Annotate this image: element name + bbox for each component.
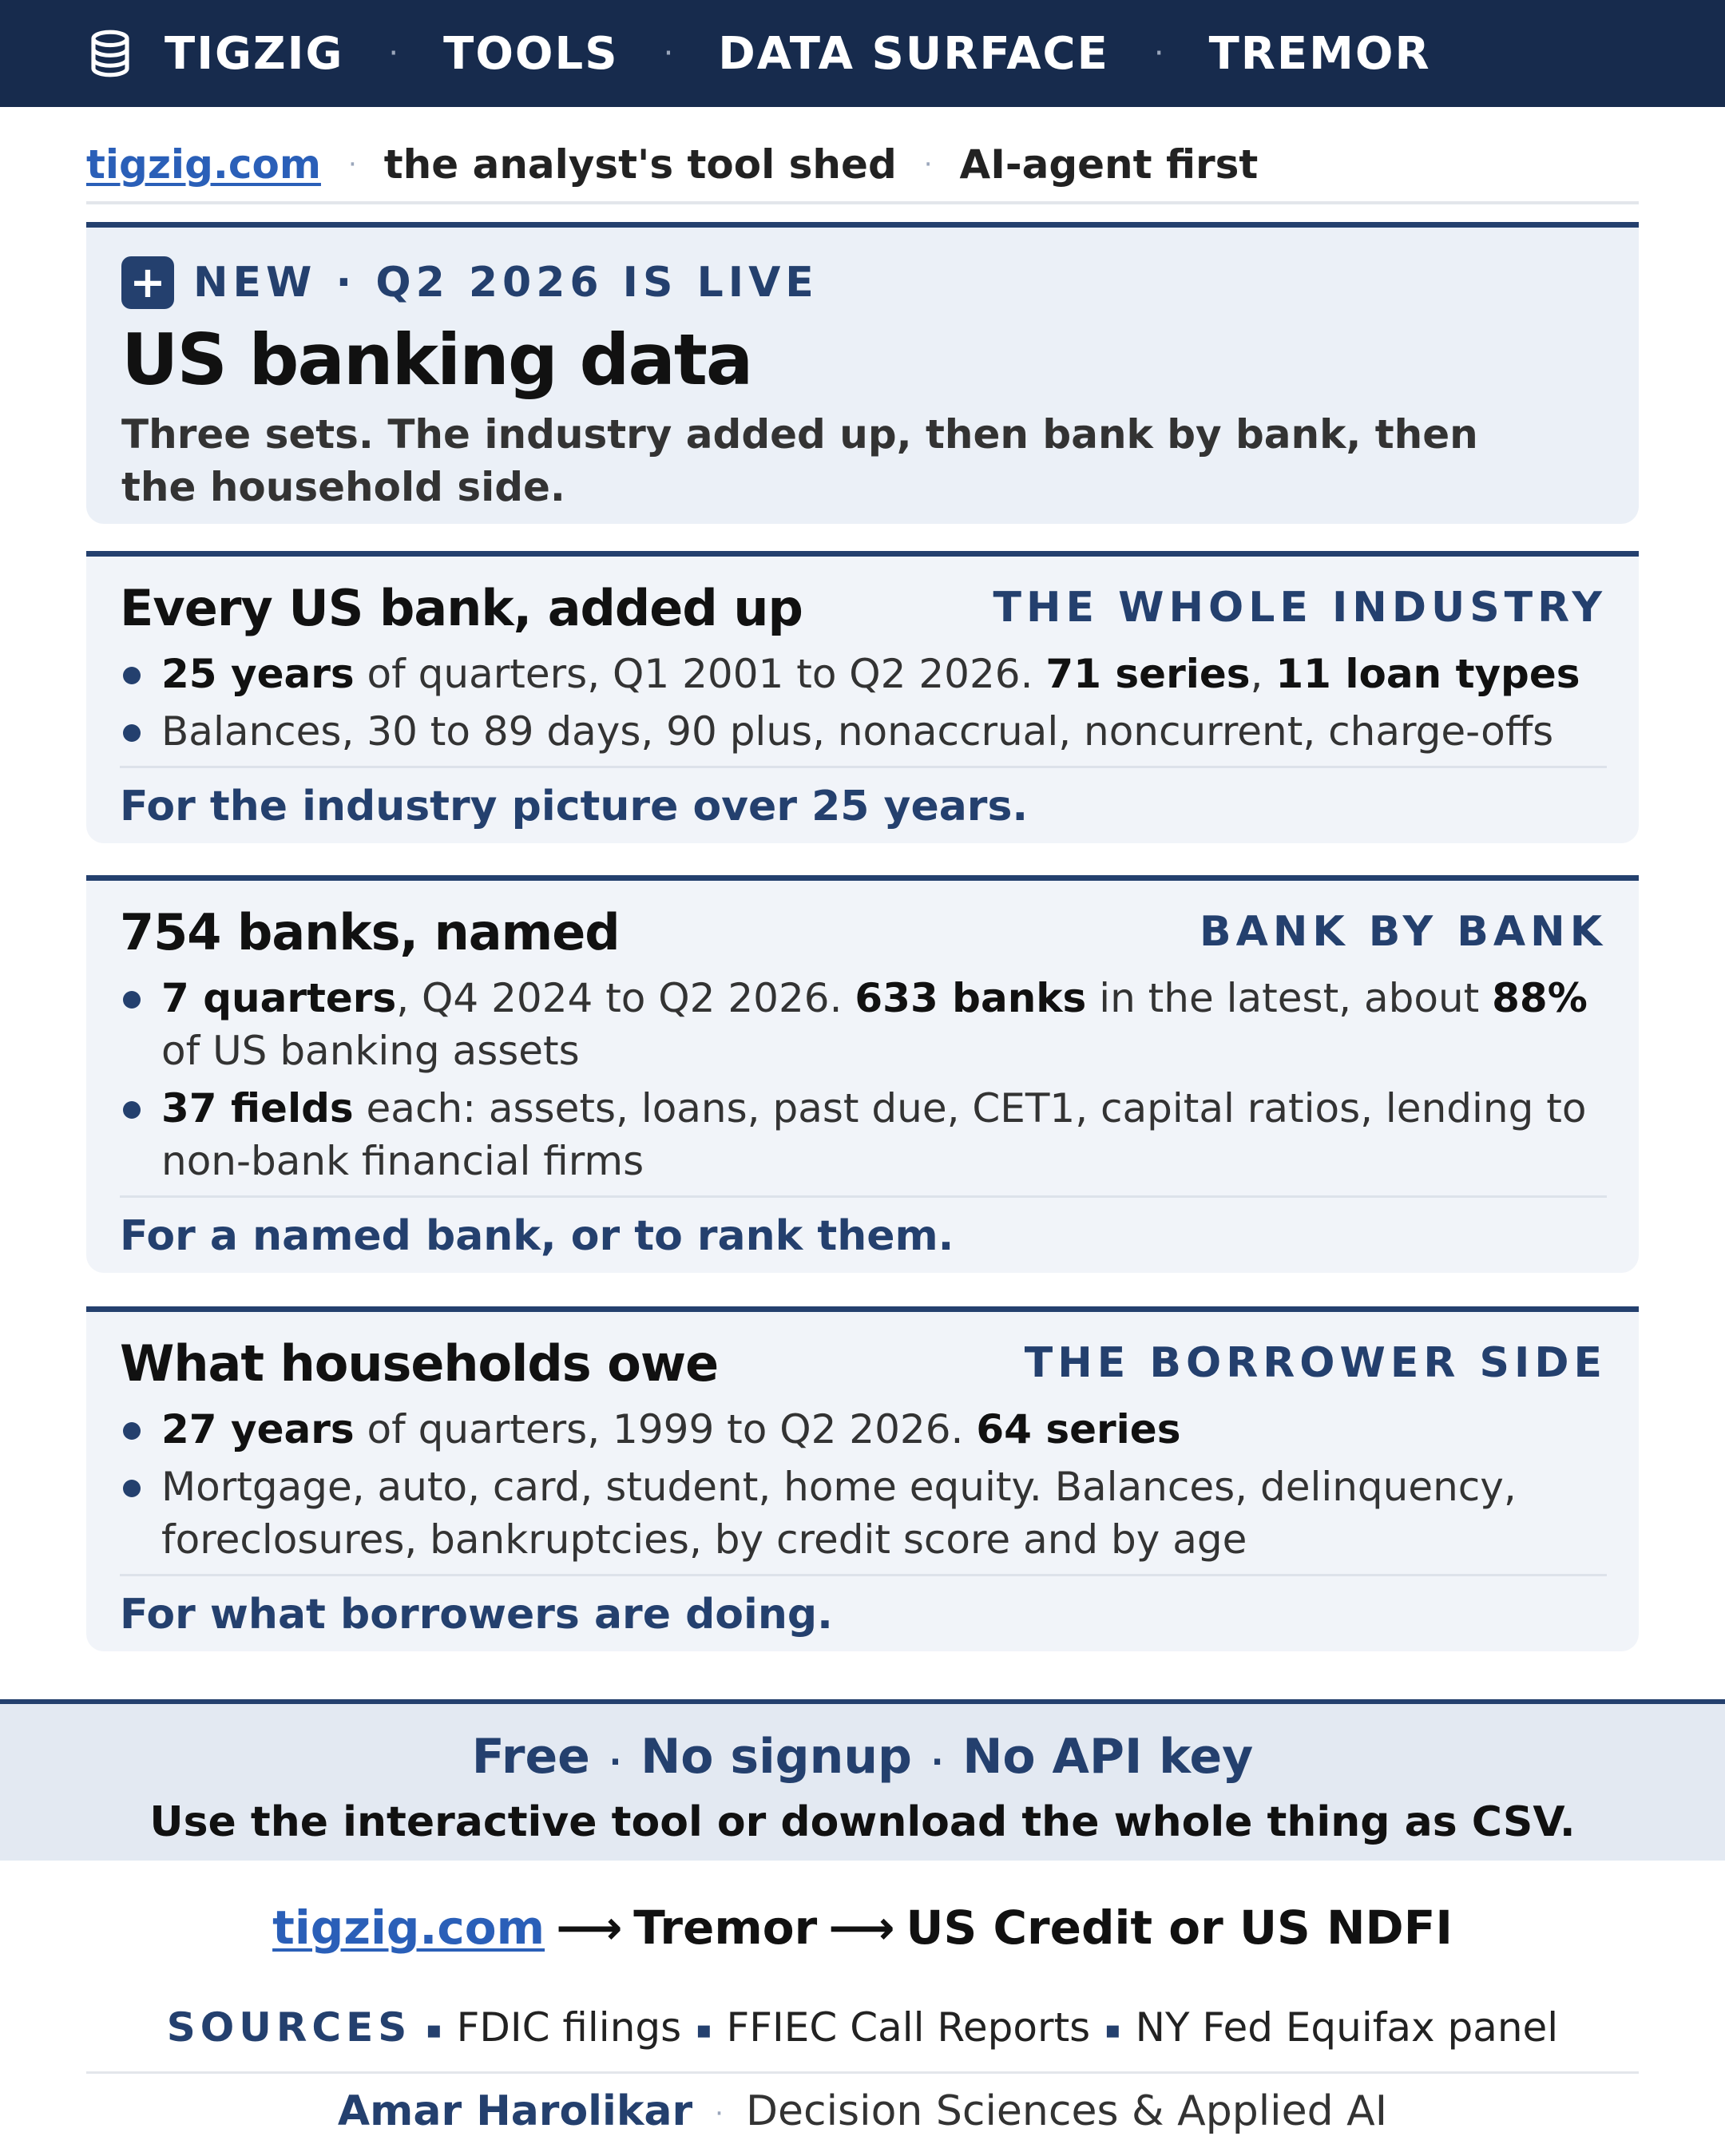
bullet-item: [120, 648, 1607, 700]
bullet-text: , Q4 2024 to Q2 2026.: [396, 975, 855, 1021]
bullet-item: [120, 705, 1607, 758]
database-icon: [88, 29, 133, 78]
bullet-item: [120, 1460, 1607, 1566]
page-title: US banking data: [121, 319, 752, 401]
path-tremor: Tremor: [633, 1900, 818, 1955]
top-nav: [0, 0, 1725, 107]
author-role: Decision Sciences & Applied AI: [745, 2087, 1388, 2135]
bullet-text: in the latest, about: [1086, 975, 1493, 1021]
bullet-item: [120, 1403, 1607, 1456]
byline-separator: ·: [715, 2098, 724, 2130]
path-site-link[interactable]: tigzig.com: [272, 1900, 545, 1955]
card-footer: For the industry picture over 25 years.: [120, 783, 1029, 830]
card-footer: For a named bank, or to rank them.: [120, 1212, 954, 1260]
card-bullets: [120, 972, 1607, 1187]
feature-band: [0, 1699, 1725, 1861]
nav-item-tools[interactable]: TOOLS: [443, 27, 619, 80]
subheader-separator: ·: [923, 149, 933, 180]
nav-item-tremor[interactable]: TREMOR: [1208, 27, 1431, 80]
band-subtitle: Use the interactive tool or download the whole thing as CSV.: [149, 1798, 1576, 1846]
bullet-text: of US banking assets: [161, 1028, 580, 1074]
feature-list: [0, 1725, 1725, 1794]
subheader: [86, 128, 1639, 204]
bullet-text: Mortgage, auto, card, student, home equity. Balances, delinquency, foreclosures, bankruptcies, by credit score and by age: [161, 1464, 1517, 1563]
sources-separator: ▪: [1104, 2016, 1121, 2044]
bullet-text: of quarters, Q1 2001 to Q2 2026.: [354, 651, 1046, 697]
bullet-highlight: 25 years: [161, 651, 355, 697]
tagline-tool-shed: the analyst's tool shed: [383, 141, 897, 188]
nav-item-tigzig[interactable]: TIGZIG: [165, 27, 344, 80]
bullet-highlight: 7 quarters: [161, 975, 397, 1021]
tagline-ai-agent: AI-agent first: [959, 141, 1259, 188]
bullet-highlight: 27 years: [161, 1406, 355, 1453]
hero-kicker: [121, 256, 1604, 309]
nav-separator: ·: [388, 35, 399, 72]
bullet-text: each: assets, loans, past due, CET1, capital ratios, lending to non-bank financial firms: [161, 1085, 1587, 1184]
card-title: What households owe: [120, 1334, 719, 1393]
subheader-separator: ·: [347, 149, 357, 180]
bullet-highlight: 633 banks: [855, 975, 1087, 1021]
hero-description: Three sets. The industry added up, then bank by bank, then the household side.: [121, 411, 1478, 510]
bullet-highlight: 11 loan types: [1275, 651, 1580, 697]
dataset-card-households: [86, 1306, 1639, 1651]
bullet-text: of quarters, 1999 to Q2 2026.: [354, 1406, 977, 1453]
navigation-path: [0, 1900, 1725, 1955]
card-title: Every US bank, added up: [120, 578, 803, 637]
feature-free: Free: [471, 1729, 590, 1785]
bullet-highlight: 88%: [1492, 975, 1588, 1021]
nav-separator: ·: [663, 35, 674, 72]
arrow-right-icon: ⟶: [556, 1900, 623, 1955]
card-bullets: [120, 1403, 1607, 1566]
site-link[interactable]: tigzig.com: [86, 141, 321, 188]
footer-divider: [86, 2071, 1639, 2074]
feature-no-api-key: No API key: [962, 1729, 1254, 1785]
bullet-highlight: 71 series: [1045, 651, 1251, 697]
feature-separator: ·: [609, 1744, 622, 1781]
source-fdic: FDIC filings: [456, 2004, 682, 2051]
card-tag: THE WHOLE INDUSTRY: [993, 584, 1607, 632]
sources-separator: ▪: [696, 2016, 712, 2044]
source-ffiec: FFIEC Call Reports: [726, 2004, 1091, 2051]
bullet-item: [120, 1082, 1607, 1187]
bullet-text: ,: [1250, 651, 1276, 697]
source-ny-fed: NY Fed Equifax panel: [1135, 2004, 1559, 2051]
sources-separator: ▪: [426, 2016, 442, 2044]
path-destination: US Credit or US NDFI: [906, 1900, 1453, 1955]
nav-item-data-surface[interactable]: DATA SURFACE: [718, 27, 1109, 80]
feature-separator: ·: [931, 1744, 944, 1781]
byline: [0, 2087, 1725, 2135]
dataset-card-industry: [86, 551, 1639, 843]
bullet-highlight: 64 series: [976, 1406, 1181, 1453]
sources-label: SOURCES: [166, 2004, 412, 2051]
kicker-text: NEW · Q2 2026 IS LIVE: [193, 259, 819, 307]
card-tag: BANK BY BANK: [1199, 908, 1607, 956]
hero-panel: [86, 222, 1639, 524]
card-footer: For what borrowers are doing.: [120, 1591, 833, 1639]
card-title: 754 banks, named: [120, 902, 620, 961]
plus-icon: +: [121, 256, 174, 309]
bullet-highlight: 37 fields: [161, 1085, 354, 1132]
card-bullets: [120, 648, 1607, 758]
bullet-text: Balances, 30 to 89 days, 90 plus, nonaccrual, noncurrent, charge-offs: [161, 708, 1554, 755]
card-tag: THE BORROWER SIDE: [1024, 1339, 1607, 1387]
sources-line: [0, 2004, 1725, 2051]
dataset-card-banks: [86, 875, 1639, 1273]
bullet-item: [120, 972, 1607, 1077]
nav-separator: ·: [1153, 35, 1164, 72]
arrow-right-icon: ⟶: [828, 1900, 895, 1955]
author-name: Amar Harolikar: [337, 2087, 693, 2135]
feature-no-signup: No signup: [640, 1729, 912, 1785]
